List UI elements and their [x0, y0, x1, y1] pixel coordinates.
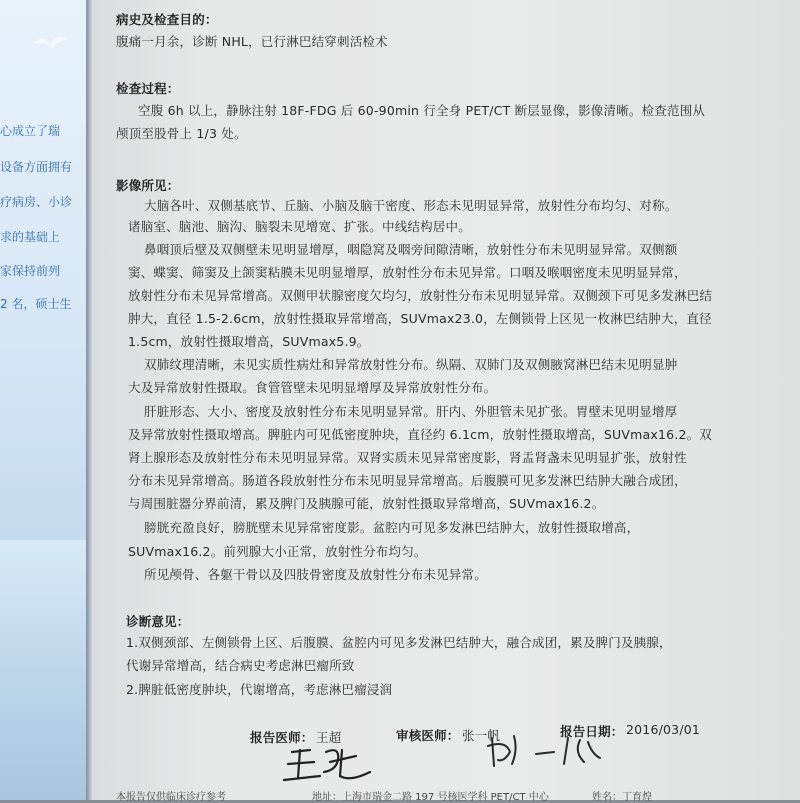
doctor-handwritten-signature: [280, 742, 380, 786]
brochure-text: 心成立了瑞: [0, 124, 61, 138]
history-text: 腹痛一月余，诊断 NHL，已行淋巴结穿刺活检术: [116, 34, 388, 49]
findings-line: 窦、蝶窦、筛窦及上颌窦粘膜未见明显增厚，放射性分布未见异常。口咽及喉咽密度未见明显异常，: [128, 265, 687, 280]
background-brochure: [0, 0, 90, 800]
pet-ct-report-page: [92, 0, 800, 803]
reviewer-handwritten-signature: [484, 732, 604, 772]
findings-line: 1.5cm，放射性摄取增高，SUVmax5.9。: [128, 334, 370, 349]
reviewer-name: 张一帆: [462, 728, 501, 743]
report-date: 2016/03/01: [626, 722, 701, 737]
findings-line: 放射性分布未见异常增高。双侧甲状腺密度欠均匀，放射性分布未见明显异常。双侧颈下可见多发淋巴结: [128, 288, 713, 303]
findings-line: 所见颅骨、各躯干骨以及四肢骨密度及放射性分布未见异常。: [144, 567, 487, 582]
brochure-text: 疗病房、小诊: [0, 195, 73, 209]
brochure-wave: [0, 540, 90, 800]
brochure-text: 设备方面拥有: [0, 160, 73, 174]
findings-line: 肝脏形态、大小、密度及放射性分布未见明显异常。肝内、外胆管未见扩张。胃壁未见明显增厚: [144, 404, 678, 419]
findings-line: 与周围脏器分界前清，累及脾门及胰腺可能，放射性摄取异常增高，SUVmax16.2。: [128, 496, 605, 511]
history-heading: 病史及检查目的：: [116, 12, 218, 27]
brochure-text: 家保持前列: [0, 264, 61, 278]
findings-heading: 影像所见：: [116, 178, 180, 193]
findings-line: 膀胱充盈良好，膀胱壁未见异常密度影。盆腔内可见多发淋巴结肿大，放射性摄取增高，: [144, 520, 640, 535]
findings-line: 双肺纹理清晰，未见实质性病灶和异常放射性分布。纵隔、双肺门及双侧腋窝淋巴结未见明显肿: [144, 357, 678, 372]
findings-line: 肾上腺形态及放射性分布未见明显异常。双肾实质未见异常密度影，肾盂肾盏未见明显扩张，放射性: [128, 450, 687, 465]
doctor-name: 王超: [316, 730, 342, 745]
diagnosis-heading: 诊断意见：: [126, 614, 190, 629]
findings-line: 鼻咽顶后壁及双侧壁未见明显增厚，咽隐窝及咽旁间隙清晰，放射性分布未见明显异常。双侧额: [144, 242, 678, 257]
findings-line: 诸脑室、脑池、脑沟、脑裂未见增宽、扩张。中线结构居中。: [128, 219, 471, 234]
brochure-text: 2 名，硕士生: [0, 297, 72, 311]
reviewer-label: 审核医师：: [396, 728, 460, 743]
diagnosis-line: 1.双侧颈部、左侧锁骨上区、后腹膜、盆腔内可见多发淋巴结肿大，融合成团，累及脾门及胰腺，: [126, 635, 672, 650]
brochure-text: 求的基础上: [0, 230, 61, 244]
footer-address: 地址：上海市瑞金二路 197 号核医学科 PET/CT 中心: [312, 792, 549, 803]
findings-line: 及异常放射性摄取增高。脾脏内可见低密度肿块，直径约 6.1cm，放射性摄取增高，SUVmax16.2。双: [128, 427, 713, 442]
footer-patient-name: 姓名：丁育煌: [592, 792, 652, 803]
findings-line: 分布未见异常增高。肠道各段放射性分布未见明显异常增高。后腹膜可见多发淋巴结肿大融合成团，: [128, 473, 687, 488]
findings-line: SUVmax16.2。前列腺大小正常，放射性分布均匀。: [128, 544, 427, 559]
diagnosis-line: 2.脾脏低密度肿块，代谢增高，考虑淋巴瘤浸润: [126, 682, 393, 697]
findings-line: 大及异常放射性摄取。食管管壁未见明显增厚及异常放射性分布。: [128, 380, 497, 395]
procedure-heading: 检查过程：: [116, 81, 180, 96]
footer-disclaimer: 本报告仅供临床诊疗参考: [116, 792, 226, 803]
bird-illustration-icon: [30, 30, 70, 56]
findings-line: 大脑各叶、双侧基底节、丘脑、小脑及脑干密度、形态未见明显异常，放射性分布均匀、对称。: [144, 198, 678, 213]
findings-line: 肿大，直径 1.5-2.6cm，放射性摄取异常增高，SUVmax23.0，左侧锁骨上区见一枚淋巴结肿大，直径: [128, 311, 712, 326]
doctor-label: 报告医师：: [250, 730, 314, 745]
diagnosis-line: 代谢异常增高，结合病史考虑淋巴瘤所致: [126, 658, 355, 673]
procedure-line: 空腹 6h 以上，静脉注射 18F-FDG 后 60-90min 行全身 PET/CT 断层显像，影像清晰。检查范围从: [138, 103, 706, 118]
procedure-line: 颅顶至股骨上 1/3 处。: [116, 126, 247, 141]
date-label: 报告日期：: [560, 724, 624, 739]
